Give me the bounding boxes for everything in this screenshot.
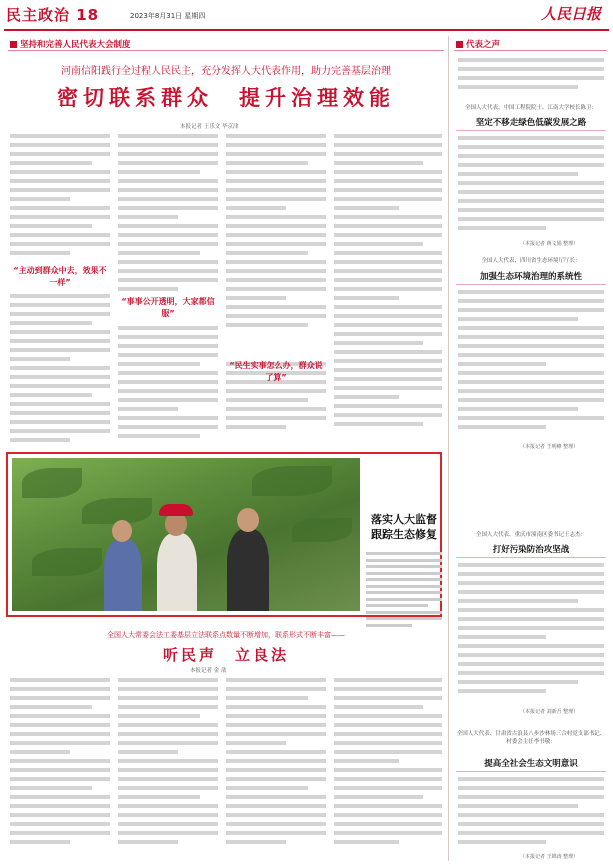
article-column-4 [334, 134, 442, 444]
kicker-rule [8, 50, 444, 51]
lower-kicker: 全国人大常委会法工委基层立法联系点数量不断增加，联系形式不断丰富—— [107, 631, 345, 639]
sidebar-section-1-kicker: 全国人大代表、中国工程院院士、江南大学校长陈卫： [464, 105, 597, 111]
photo-caption-title: 落实人大监督 跟踪生态修复 [371, 513, 448, 541]
lower-column-1 [10, 678, 110, 862]
sidebar-section-1-title[interactable]: 坚定不移走绿色低碳发展之路 [475, 118, 587, 128]
feature-subhead: 河南信阳践行全过程人民民主，充分发挥人大代表作用，助力完善基层治理 [61, 66, 391, 77]
feature-boxhead-1: “主动到群众中去，效果不一样” [13, 266, 107, 287]
lower-column-4 [334, 678, 442, 862]
feature-boxhead-2: “事事公开透明，大家都信服” [121, 297, 215, 318]
sidebar-section-2-kicker: 全国人大代表、四川省生态环境厅厅长： [481, 258, 581, 264]
sidebar-square-icon [456, 41, 463, 48]
sidebar-section-4-byline: （本报记者 王锦涛 整理） [520, 854, 579, 860]
lower-column-3 [226, 678, 326, 862]
feature-boxhead-3: “民生实事怎么办，群众说了算” [229, 361, 323, 382]
sidebar-section-4-body [458, 777, 604, 849]
feature-byline: 本报记者 王乐文 毕京津 [180, 124, 239, 130]
lower-column-2 [118, 678, 218, 862]
lower-headline[interactable]: 听民声 立良法 [162, 646, 289, 664]
photo-caption-text [366, 552, 442, 630]
sidebar-section-2-byline: （本报记者 王明峰 整理） [520, 444, 579, 450]
sidebar-section-2-title[interactable]: 加强生态环境治理的系统性 [479, 272, 582, 282]
paper-logo: 人民日报 [540, 5, 601, 23]
masthead [0, 0, 613, 30]
article-column-3 [226, 134, 326, 444]
sidebar-rule [454, 50, 607, 51]
section-title: 民主政治 18 [6, 6, 100, 24]
sidebar-section-3-byline: （本报记者 刘新吾 整理） [520, 709, 579, 715]
photo-feature-box [6, 452, 448, 617]
sidebar-section-3-title[interactable]: 打好污染防治攻坚战 [492, 545, 570, 555]
sidebar-section-3-kicker: 全国人大代表、重庆市潼南区委书记王志杰： [475, 532, 586, 538]
lower-byline: 本报记者 金 歆 [190, 668, 227, 674]
sidebar-section-1-rule [456, 130, 606, 131]
feature-headline[interactable]: 密切联系群众 提升治理效能 [57, 86, 395, 110]
article-column-2 [118, 134, 218, 444]
sidebar-head: 代表之声 [456, 38, 500, 50]
sidebar-section-1-body [458, 136, 604, 240]
news-photo[interactable] [12, 458, 360, 611]
kicker-square-icon [10, 41, 17, 48]
sidebar-section-4-rule [456, 771, 606, 772]
sidebar-section-2-body [458, 290, 604, 440]
column-divider [448, 36, 449, 861]
sidebar-section-4-kicker: 全国人大代表、甘肃省古浪县八步沙林场三合村党支部书记、村委会主任李书敬： [456, 731, 606, 745]
sidebar-section-1-byline: （本报记者 蒋文娟 整理） [520, 241, 579, 247]
issue-date: 2023年8月31日 星期四 [130, 12, 206, 20]
sidebar-editor-note [458, 58, 604, 98]
sidebar-section-3-body [458, 563, 604, 707]
masthead-rule [4, 29, 609, 31]
sidebar-section-3-rule [456, 557, 606, 558]
sidebar-section-4-title[interactable]: 提高全社会生态文明意识 [484, 759, 578, 769]
article-column-1 [10, 134, 110, 444]
feature-kicker: 坚持和完善人民代表大会制度 [10, 38, 131, 50]
sidebar-section-2-rule [456, 284, 606, 285]
